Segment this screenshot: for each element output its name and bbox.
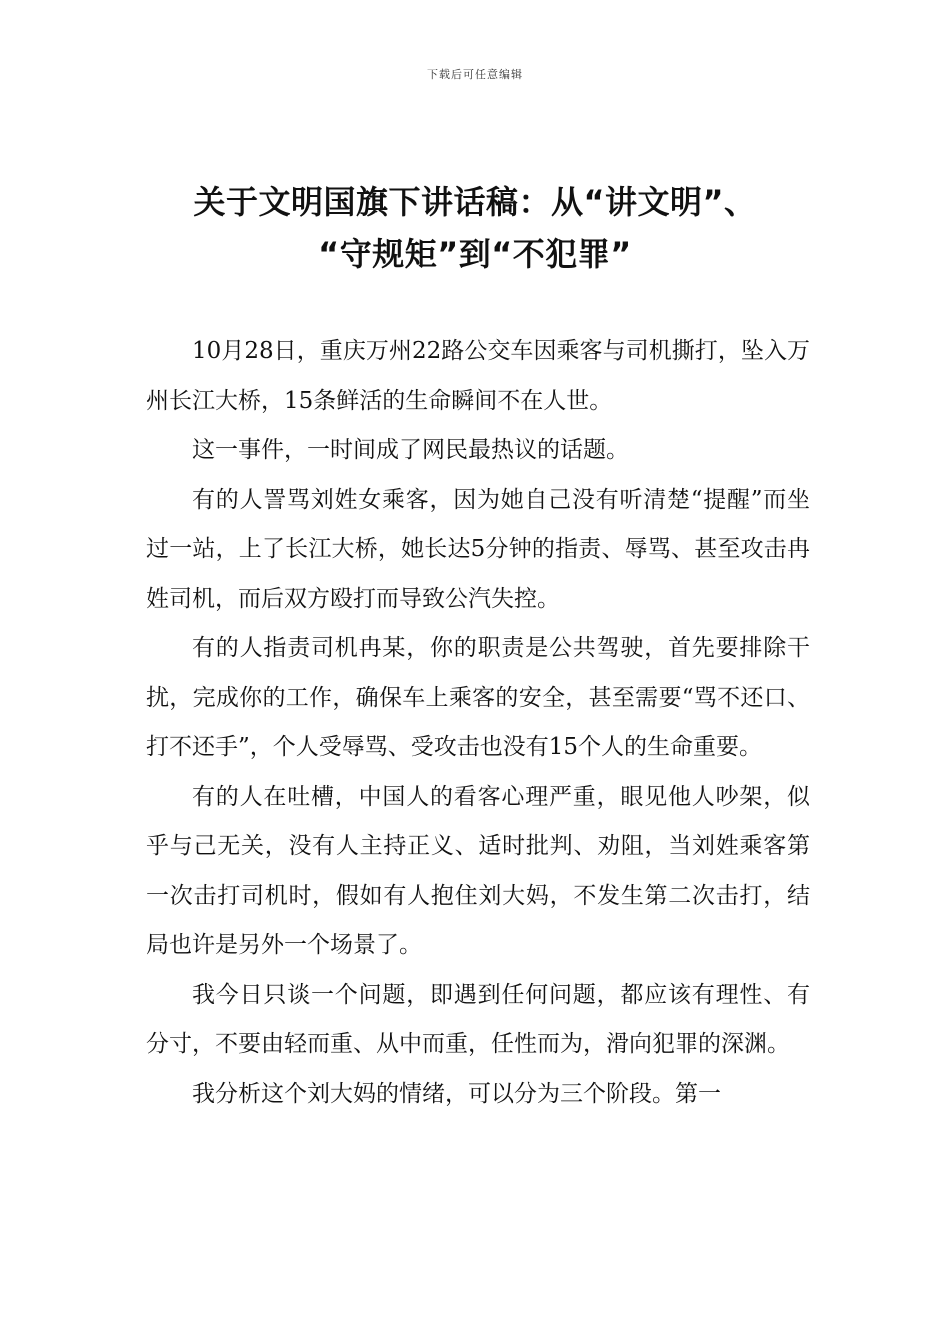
paragraph: 我今日只谈一个问题，即遇到任何问题，都应该有理性、有分寸，不要由轻而重、从中而重，任性而为，滑向犯罪的深渊。 [146, 981, 810, 1057]
title-line-2: “守规矩”到“不犯罪” [318, 235, 632, 273]
paragraph: 有的人指责司机冉某，你的职责是公共驾驶，首先要排除干扰，完成你的工作，确保车上乘客的安全，甚至需要“骂不还口、打不还手”，个人受辱骂、受攻击也没有15个人的生命重要。 [146, 635, 810, 760]
document-title [100, 176, 850, 280]
paragraph: 这一事件，一时间成了网民最热议的话题。 [192, 437, 629, 463]
paragraph: 有的人詈骂刘姓女乘客，因为她自己没有听清楚“提醒”而坐过一站，上了长江大桥，她长达5分钟的指责、辱骂、甚至攻击冉姓司机，而后双方殴打而导致公汽失控。 [146, 486, 810, 612]
document-body [146, 327, 810, 1119]
paragraph: 有的人在吐槽，中国人的看客心理严重，眼见他人吵架，似乎与己无关，没有人主持正义、适时批判、劝阻，当刘姓乘客第一次击打司机时，假如有人抱住刘大妈，不发生第二次击打，结局也许是另外一个场景了。 [146, 783, 810, 958]
paragraph: 10月28日，重庆万州22路公交车因乘客与司机撕打，坠入万州长江大桥，15条鲜活的生命瞬间不在人世。 [146, 338, 810, 414]
title-line-1: 关于文明国旗下讲话稿：从“讲文明”、 [193, 183, 757, 221]
header-note: 下载后可任意编辑 [427, 68, 523, 81]
paragraph: 我分析这个刘大妈的情绪，可以分为三个阶段。第一 [192, 1080, 721, 1107]
